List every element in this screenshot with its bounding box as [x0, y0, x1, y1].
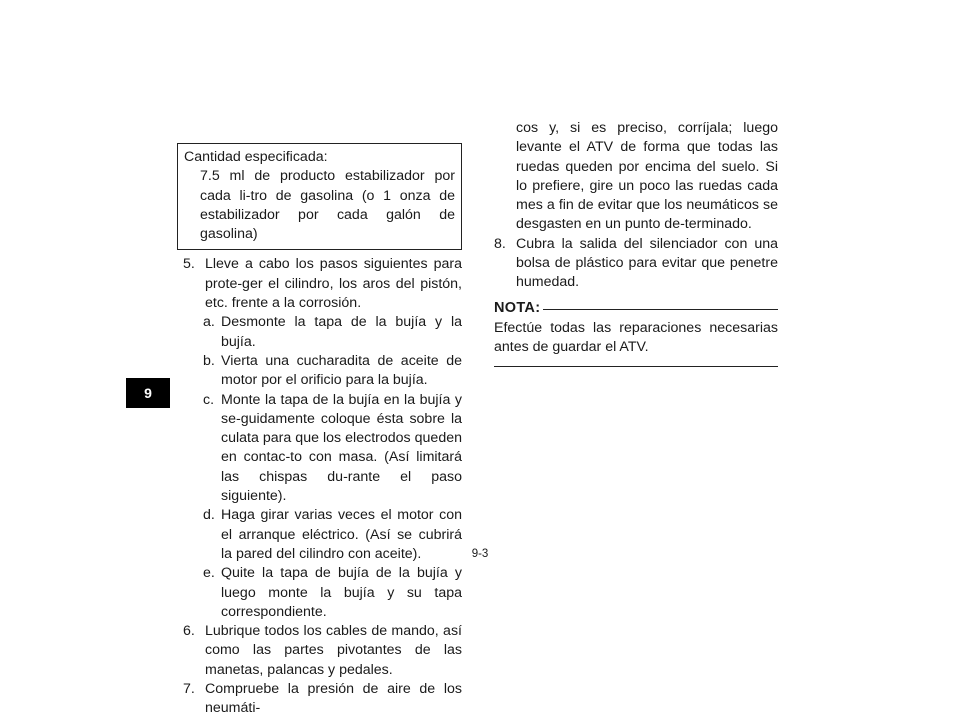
step-number: e. [203, 565, 215, 582]
section-tab: 9 [126, 378, 170, 408]
step-text: Lubrique todos los cables de mando, así como las partes pivotantes de las manetas, palancas y pedales. [205, 623, 462, 678]
step-number: d. [203, 507, 215, 524]
step-text: Cubra la salida del silenciador con una bolsa de plástico para evitar que penetre humedad. [516, 235, 778, 291]
right-column [494, 119, 778, 367]
note-bottom-divider [494, 366, 778, 367]
step-5e [183, 564, 462, 622]
note-label: NOTA: [494, 299, 541, 316]
step-5a [183, 313, 462, 352]
step-number: 5. [183, 256, 195, 273]
note-header [494, 299, 778, 318]
step-text: Haga girar varias veces el motor con el arranque eléctrico. (Así se cubrirá la pared del cilindro con aceite). [221, 507, 462, 562]
specification-box [177, 143, 462, 250]
page-number: 9-3 [471, 548, 489, 560]
step-number: c. [203, 391, 215, 408]
step-5c [183, 391, 462, 507]
step-8 [494, 235, 778, 293]
step-5d [183, 506, 462, 564]
step-number: b. [203, 352, 215, 369]
left-column [183, 143, 462, 719]
step-5 [183, 255, 462, 313]
note-text: Efectúe todas las reparaciones necesarias antes de guardar el ATV. [494, 319, 778, 356]
step-5b [183, 352, 462, 391]
step-number: 6. [183, 623, 195, 640]
step-text: Quite la tapa de bujía de la bujía y luego monte la bujía y su tapa correspondiente. [221, 565, 462, 620]
step-text: Monte la tapa de la bujía en la bujía y se-guidamente coloque ésta sobre la culata para que los electrodos queden en contac-to con masa. (Así limitará las chispas du-rante el paso siguiente). [221, 391, 462, 505]
step-6 [183, 622, 462, 680]
note-divider [543, 309, 778, 310]
step-7-continued: cos y, si es preciso, corríjala; luego levante el ATV de forma que todas las ruedas queden por encima del suelo. Si lo prefiere, gire un poco las ruedas cada mes a fin de evitar que los neumáticos se desgasten en un punto de-terminado. [516, 120, 778, 233]
step-text: Compruebe la presión de aire de los neumáti- [205, 681, 462, 717]
spec-title: Cantidad especificada: [184, 149, 328, 165]
step-7 [183, 680, 462, 719]
spec-text: 7.5 ml de producto estabilizador por cada li-tro de gasolina (o 1 onza de estabilizador por cada galón de gasolina) [200, 168, 455, 243]
step-number: a. [203, 314, 215, 331]
step-text: Lleve a cabo los pasos siguientes para prote-ger el cilindro, los aros del pistón, etc. frente a la corrosión. [205, 256, 462, 312]
step-number: 8. [494, 235, 506, 252]
step-text: Desmonte la tapa de la bujía y la bujía. [221, 314, 462, 350]
step-number: 7. [183, 681, 195, 698]
step-text: Vierta una cucharadita de aceite de motor por el orificio para la bujía. [221, 352, 462, 389]
